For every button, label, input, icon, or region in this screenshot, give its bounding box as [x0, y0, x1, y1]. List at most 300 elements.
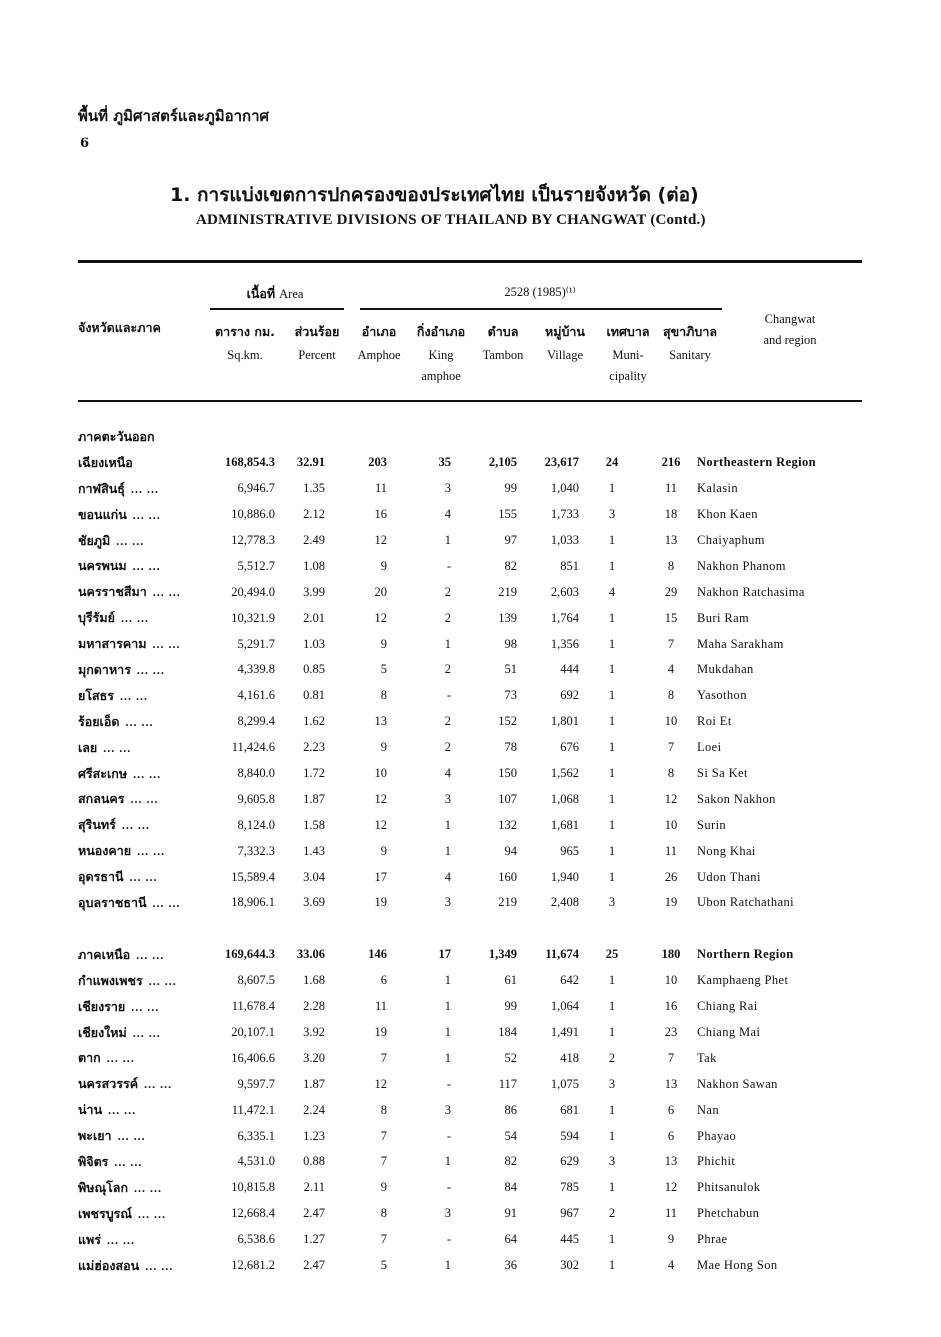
table-row — [78, 735, 862, 761]
changwat-thai-cell — [78, 1253, 198, 1279]
area-sqkm-cell: 9,605.8 — [237, 791, 275, 806]
table-row — [78, 1201, 862, 1227]
changwat-english-cell: Chiang Rai — [697, 999, 758, 1014]
king-amphoe-cell: 4 — [444, 869, 451, 884]
village-cell: 676 — [560, 740, 579, 755]
sanitary-cell: 10 — [664, 817, 678, 832]
area-percent-cell: 2.47 — [303, 1258, 325, 1273]
header-municipality: เทศบาล Muni- cipality — [606, 324, 650, 383]
changwat-english-cell: Phichit — [697, 1154, 736, 1169]
amphoe-cell: 9 — [380, 558, 387, 573]
changwat-thai-cell — [78, 528, 198, 554]
tambon-cell: 84 — [504, 1180, 517, 1195]
village-cell: 967 — [560, 1206, 579, 1221]
area-percent-cell: 0.81 — [303, 688, 325, 703]
tambon-cell: 97 — [504, 533, 517, 547]
region-total-row — [78, 942, 862, 968]
area-percent-cell: 1.62 — [303, 714, 325, 729]
table-row — [78, 1123, 862, 1149]
village-cell: 444 — [560, 662, 579, 677]
changwat-thai-name: อุดรธานี — [78, 869, 124, 885]
changwat-thai-cell — [78, 942, 198, 968]
leader-dots: ... ... — [107, 1232, 136, 1247]
sanitary-cell: 7 — [667, 740, 675, 755]
village-cell: 1,764 — [550, 610, 579, 625]
municipality-cell: 4 — [608, 584, 616, 599]
municipality-cell: 1 — [608, 791, 616, 806]
tambon-cell: 107 — [498, 791, 517, 806]
table-row — [78, 994, 862, 1020]
king-amphoe-cell: 1 — [444, 843, 451, 858]
amphoe-cell: 12 — [374, 610, 387, 625]
tambon-cell: 117 — [498, 1076, 517, 1091]
changwat-thai-cell — [78, 657, 198, 683]
changwat-thai-cell — [78, 683, 198, 709]
sanitary-cell: 18 — [664, 507, 678, 522]
village-cell: 629 — [560, 1154, 579, 1169]
village-cell: 1,733 — [550, 507, 579, 522]
changwat-thai-cell — [78, 994, 198, 1020]
village-cell: 1,033 — [550, 533, 579, 547]
area-sqkm-cell: 12,668.4 — [231, 1206, 275, 1221]
king-amphoe-cell: - — [446, 1076, 451, 1091]
king-amphoe-cell: - — [446, 688, 451, 703]
table-row — [78, 579, 862, 605]
leader-dots: ... ... — [108, 1103, 137, 1118]
changwat-thai-name: เชียงราย — [78, 998, 126, 1014]
changwat-english-cell: Kalasin — [697, 481, 738, 496]
table-row — [78, 1175, 862, 1201]
municipality-cell: 3 — [608, 507, 616, 522]
municipality-cell: 1 — [608, 817, 616, 832]
tambon-cell: 91 — [504, 1206, 517, 1221]
top-rule — [78, 260, 862, 263]
data-table — [78, 424, 862, 1279]
changwat-thai-name: กาฬสินธุ์ — [78, 480, 125, 496]
municipality-cell: 2 — [608, 1206, 616, 1221]
king-amphoe-cell: 3 — [444, 481, 451, 496]
leader-dots: ... ... — [125, 714, 154, 729]
king-amphoe-cell: 1 — [444, 1258, 451, 1273]
amphoe-cell: 203 — [368, 455, 387, 470]
municipality-cell: 1 — [608, 740, 616, 755]
table-row — [78, 761, 862, 787]
leader-dots: ... ... — [129, 870, 158, 885]
changwat-thai-name: พะเยา — [78, 1128, 112, 1144]
king-amphoe-cell: 3 — [444, 791, 451, 806]
king-amphoe-cell: 1 — [444, 1025, 451, 1040]
header-area: เนื้อที่ Area — [246, 286, 304, 301]
changwat-thai-cell — [78, 1227, 198, 1253]
leader-dots: ... ... — [114, 1154, 143, 1169]
king-amphoe-cell: 17 — [438, 947, 451, 962]
changwat-thai-name: กำแพงเพชร — [78, 972, 143, 988]
table-row — [78, 968, 862, 994]
spacer-cell — [78, 916, 862, 942]
king-amphoe-cell: 1 — [444, 533, 451, 547]
leader-dots: ... ... — [152, 895, 181, 910]
amphoe-cell: 5 — [380, 662, 387, 677]
tambon-cell: 54 — [504, 1128, 517, 1143]
tambon-cell: 219 — [498, 584, 517, 599]
header-bottom-rule — [78, 400, 862, 402]
tambon-cell: 2,105 — [488, 455, 517, 470]
municipality-cell: 3 — [608, 1154, 616, 1169]
changwat-thai-name: พิจิตร — [78, 1153, 109, 1169]
table-row — [78, 864, 862, 890]
village-cell: 681 — [560, 1102, 579, 1117]
leader-dots: ... ... — [103, 740, 132, 755]
changwat-thai-cell — [78, 605, 198, 631]
leader-dots: ... ... — [152, 637, 181, 652]
section-spacer — [78, 916, 862, 942]
section-header: พื้นที่ ภูมิศาสตร์และภูมิอากาศ — [78, 107, 270, 125]
king-amphoe-cell: 2 — [444, 610, 451, 625]
area-percent-cell: 3.04 — [303, 869, 325, 884]
header-village: หมู่บ้าน Village — [545, 324, 585, 362]
area-percent-cell: 1.03 — [303, 636, 325, 651]
header-tambon: ตำบล Tambon — [482, 324, 524, 362]
amphoe-cell: 7 — [380, 1128, 387, 1143]
changwat-thai-cell — [78, 786, 198, 812]
village-cell: 2,603 — [550, 584, 579, 599]
area-sqkm-cell: 4,161.6 — [237, 688, 275, 703]
leader-dots: ... ... — [152, 585, 181, 600]
table-row — [78, 476, 862, 502]
table-body — [78, 424, 862, 1279]
region-label-northeast: ภาคตะวันออก — [78, 428, 155, 444]
table-row — [78, 890, 862, 916]
sanitary-cell: 180 — [661, 947, 681, 962]
table-title-thai: 1. การแบ่งเขตการปกครองของประเทศไทย เป็นรายจังหวัด (ต่อ) — [170, 184, 699, 206]
tambon-cell: 219 — [498, 895, 517, 910]
header-sqkm: ตาราง กม. Sq.km. — [215, 324, 275, 362]
municipality-cell: 2 — [608, 1050, 616, 1065]
amphoe-cell: 5 — [380, 1258, 387, 1273]
table-row — [78, 838, 862, 864]
amphoe-cell: 9 — [380, 843, 387, 858]
tambon-cell: 1,349 — [488, 947, 517, 962]
changwat-thai-name: เชียงใหม่ — [78, 1024, 127, 1040]
changwat-thai-name: มุกดาหาร — [78, 661, 131, 677]
village-cell: 965 — [560, 843, 579, 858]
municipality-cell: 1 — [608, 1258, 616, 1273]
king-amphoe-cell: 1 — [444, 1050, 451, 1065]
area-percent-cell: 1.87 — [303, 1076, 325, 1091]
changwat-thai-name: ร้อยเอ็ด — [78, 713, 120, 729]
changwat-english-cell: Phitsanulok — [697, 1180, 761, 1195]
header-amphoe: อำเภอ Amphoe — [357, 324, 401, 362]
village-cell: 1,940 — [550, 869, 579, 884]
sanitary-cell: 16 — [664, 999, 678, 1014]
municipality-cell: 1 — [608, 714, 616, 729]
area-percent-cell: 32.91 — [296, 455, 325, 470]
amphoe-cell: 9 — [380, 740, 387, 755]
area-sqkm-cell: 12,778.3 — [231, 533, 275, 547]
header-year: 2528 (1985)⁽¹⁾ — [504, 285, 576, 299]
area-sqkm-cell: 169,644.3 — [225, 947, 275, 962]
changwat-english-cell: Surin — [697, 817, 727, 832]
changwat-thai-cell — [78, 709, 198, 735]
changwat-english-cell: Phayao — [697, 1128, 737, 1143]
area-rule — [210, 308, 344, 310]
changwat-thai-cell — [78, 553, 198, 579]
amphoe-cell: 8 — [380, 688, 387, 703]
amphoe-cell: 20 — [374, 584, 387, 599]
king-amphoe-cell: - — [446, 1232, 451, 1247]
changwat-english-cell: Loei — [697, 740, 722, 755]
sanitary-cell: 29 — [664, 584, 678, 599]
changwat-thai-cell — [78, 968, 198, 994]
table-row — [78, 657, 862, 683]
municipality-cell: 1 — [608, 533, 616, 547]
king-amphoe-cell: 2 — [444, 662, 451, 677]
changwat-english-cell: Nan — [697, 1102, 720, 1117]
village-cell: 851 — [560, 558, 579, 573]
changwat-thai-name: มหาสารคาม — [78, 636, 147, 652]
changwat-english-cell: Maha Sarakham — [697, 636, 784, 651]
village-cell: 445 — [560, 1232, 579, 1247]
changwat-thai-cell — [78, 761, 198, 787]
village-cell: 594 — [560, 1128, 579, 1143]
tambon-cell: 61 — [504, 973, 517, 988]
header-changwat-thai: จังหวัดและภาค — [78, 320, 161, 335]
leader-dots: ... ... — [133, 766, 162, 781]
area-percent-cell: 1.68 — [303, 973, 325, 988]
changwat-thai-name: นครสวรรค์ — [78, 1076, 139, 1092]
amphoe-cell: 8 — [380, 1206, 387, 1221]
area-percent-cell: 2.23 — [303, 740, 325, 755]
changwat-thai-name: ขอนแก่น — [78, 506, 127, 522]
area-sqkm-cell: 8,607.5 — [237, 973, 275, 988]
area-sqkm-cell: 15,589.4 — [231, 869, 275, 884]
area-sqkm-cell: 4,339.8 — [237, 662, 275, 677]
changwat-english-cell: Ubon Ratchathani — [697, 895, 795, 910]
changwat-thai-name: อุบลราชธานี — [78, 894, 147, 910]
sanitary-cell: 11 — [664, 843, 678, 858]
year-rule — [360, 308, 722, 310]
leader-dots: ... ... — [120, 611, 149, 626]
leader-dots: ... ... — [132, 1025, 161, 1040]
table-row — [78, 786, 862, 812]
amphoe-cell: 9 — [380, 1180, 387, 1195]
tambon-cell: 98 — [504, 636, 517, 651]
changwat-thai-cell — [78, 1201, 198, 1227]
king-amphoe-cell: - — [446, 1128, 451, 1143]
changwat-thai-cell — [78, 1149, 198, 1175]
amphoe-cell: 8 — [380, 1102, 387, 1117]
village-cell: 1,562 — [550, 766, 579, 781]
area-percent-cell: 2.47 — [303, 1206, 325, 1221]
changwat-english-cell: Sakon Nakhon — [697, 791, 776, 806]
sanitary-cell: 7 — [667, 636, 675, 651]
area-percent-cell: 0.88 — [303, 1154, 325, 1169]
amphoe-cell: 11 — [374, 999, 387, 1014]
leader-dots: ... ... — [130, 792, 159, 807]
changwat-thai-name: หนองคาย — [78, 843, 132, 859]
leader-dots: ... ... — [120, 688, 149, 703]
sanitary-cell: 11 — [664, 1206, 678, 1221]
area-percent-cell: 1.08 — [303, 558, 325, 573]
tambon-cell: 139 — [498, 610, 517, 625]
area-percent-cell: 1.23 — [303, 1128, 325, 1143]
table-row — [78, 502, 862, 528]
sanitary-cell: 13 — [664, 1076, 678, 1091]
area-sqkm-cell: 8,299.4 — [237, 714, 275, 729]
header-changwat-english: Changwat and region — [763, 312, 817, 347]
sanitary-cell: 9 — [667, 1232, 675, 1247]
municipality-cell: 25 — [605, 947, 619, 962]
table-row — [78, 683, 862, 709]
area-percent-cell: 1.87 — [303, 791, 325, 806]
king-amphoe-cell: - — [446, 558, 451, 573]
area-percent-cell: 0.85 — [303, 662, 325, 677]
municipality-cell: 1 — [608, 1180, 616, 1195]
changwat-english-cell: Buri Ram — [697, 610, 750, 625]
area-sqkm-cell: 16,406.6 — [231, 1050, 275, 1065]
king-amphoe-cell: 3 — [444, 1206, 451, 1221]
area-percent-cell: 1.58 — [303, 817, 325, 832]
changwat-english-cell: Nakhon Phanom — [697, 558, 786, 573]
changwat-english-cell: Mae Hong Son — [697, 1258, 778, 1273]
amphoe-cell: 17 — [374, 869, 387, 884]
tambon-cell: 86 — [504, 1102, 517, 1117]
changwat-thai-name: นครพนม — [78, 558, 127, 574]
leader-dots: ... ... — [117, 1129, 146, 1144]
changwat-thai-cell — [78, 579, 198, 605]
area-sqkm-cell: 10,815.8 — [231, 1180, 275, 1195]
area-sqkm-cell: 168,854.3 — [225, 455, 275, 470]
changwat-english-cell: Yasothon — [697, 688, 747, 703]
table-row — [78, 1071, 862, 1097]
table-row — [78, 1227, 862, 1253]
changwat-english-cell: Udon Thani — [697, 869, 761, 884]
changwat-english-cell: Phetchabun — [697, 1206, 760, 1221]
tambon-cell: 73 — [504, 688, 517, 703]
municipality-cell: 1 — [608, 1102, 616, 1117]
leader-dots: ... ... — [132, 507, 161, 522]
municipality-cell: 3 — [608, 1076, 616, 1091]
table-title-english: ADMINISTRATIVE DIVISIONS OF THAILAND BY CHANGWAT (Contd.) — [196, 212, 706, 228]
village-cell: 1,064 — [550, 999, 579, 1014]
changwat-thai-name: พิษณุโลก — [78, 1179, 129, 1195]
area-sqkm-cell: 6,335.1 — [237, 1128, 275, 1143]
changwat-english-cell: Nakhon Ratchasima — [697, 584, 805, 599]
sanitary-cell: 6 — [667, 1128, 675, 1143]
king-amphoe-cell: - — [446, 1180, 451, 1195]
header-king-amphoe: กิ่งอำเภอ King amphoe — [416, 324, 466, 383]
sanitary-cell: 8 — [667, 688, 675, 703]
leader-dots: ... ... — [136, 662, 165, 677]
village-cell: 1,040 — [550, 481, 579, 496]
changwat-english-cell: Kamphaeng Phet — [697, 973, 789, 988]
tambon-cell: 36 — [504, 1258, 517, 1273]
leader-dots: ... ... — [137, 1206, 166, 1221]
amphoe-cell: 12 — [374, 791, 387, 806]
changwat-thai-cell — [78, 838, 198, 864]
village-cell: 1,356 — [550, 636, 579, 651]
area-sqkm-cell: 6,946.7 — [237, 481, 275, 496]
king-amphoe-cell: 1 — [444, 817, 451, 832]
municipality-cell: 1 — [608, 1128, 616, 1143]
changwat-thai-cell — [78, 1045, 198, 1071]
page-number: 6 — [80, 136, 90, 151]
sanitary-cell: 8 — [667, 558, 675, 573]
sanitary-cell: 12 — [664, 791, 678, 806]
village-cell: 418 — [560, 1050, 579, 1065]
leader-dots: ... ... — [136, 947, 165, 962]
area-sqkm-cell: 8,124.0 — [237, 817, 275, 832]
area-sqkm-cell: 4,531.0 — [237, 1154, 275, 1169]
changwat-thai-name: ศรีสะเกษ — [78, 765, 128, 781]
area-sqkm-cell: 6,538.6 — [237, 1232, 275, 1247]
tambon-cell: 64 — [504, 1232, 517, 1247]
amphoe-cell: 11 — [374, 481, 387, 496]
amphoe-cell: 12 — [374, 1076, 387, 1091]
municipality-cell: 3 — [608, 895, 616, 910]
amphoe-cell: 12 — [374, 817, 387, 832]
area-sqkm-cell: 10,321.9 — [231, 610, 275, 625]
sanitary-cell: 216 — [661, 455, 681, 470]
village-cell: 1,491 — [550, 1025, 579, 1040]
table-row — [78, 553, 862, 579]
area-percent-cell: 2.01 — [303, 610, 325, 625]
sanitary-cell: 6 — [667, 1102, 675, 1117]
changwat-thai-name: เลย — [78, 739, 98, 755]
changwat-english-cell: Phrae — [697, 1232, 728, 1247]
leader-dots: ... ... — [145, 1258, 174, 1273]
village-cell: 785 — [560, 1180, 579, 1195]
village-cell: 1,075 — [550, 1076, 579, 1091]
amphoe-cell: 6 — [380, 973, 387, 988]
changwat-thai-name: ยโสธร — [78, 687, 115, 703]
sanitary-cell: 7 — [667, 1050, 675, 1065]
area-sqkm-cell: 10,886.0 — [231, 507, 275, 522]
changwat-english-cell: Nong Khai — [697, 843, 756, 858]
changwat-english-cell: Tak — [697, 1050, 717, 1065]
table-row — [78, 812, 862, 838]
tambon-cell: 99 — [504, 999, 517, 1014]
area-percent-cell: 2.12 — [303, 507, 325, 522]
changwat-thai-cell — [78, 812, 198, 838]
sanitary-cell: 11 — [664, 481, 678, 496]
king-amphoe-cell: 2 — [444, 584, 451, 599]
area-percent-cell: 2.11 — [303, 1180, 325, 1195]
changwat-thai-cell — [78, 631, 198, 657]
area-percent-cell: 1.35 — [303, 481, 325, 496]
sanitary-cell: 23 — [664, 1025, 678, 1040]
village-cell: 642 — [560, 973, 579, 988]
municipality-cell: 1 — [608, 688, 616, 703]
header-percent: ส่วนร้อย Percent — [294, 324, 340, 362]
village-cell: 23,617 — [544, 455, 579, 470]
amphoe-cell: 10 — [374, 766, 387, 781]
leader-dots: ... ... — [132, 559, 161, 574]
king-amphoe-cell: 2 — [444, 740, 451, 755]
table-row — [78, 1020, 862, 1046]
king-amphoe-cell: 1 — [444, 973, 451, 988]
changwat-thai-name: สุรินทร์ — [78, 817, 116, 833]
area-sqkm-cell: 11,424.6 — [231, 740, 275, 755]
king-amphoe-cell: 3 — [444, 1102, 451, 1117]
changwat-thai-name: เพชรบูรณ์ — [78, 1205, 132, 1221]
leader-dots: ... ... — [144, 1077, 173, 1092]
area-percent-cell: 3.99 — [303, 584, 325, 599]
amphoe-cell: 16 — [374, 507, 387, 522]
leader-dots: ... ... — [137, 844, 166, 859]
sanitary-cell: 12 — [664, 1180, 678, 1195]
table-row — [78, 1097, 862, 1123]
